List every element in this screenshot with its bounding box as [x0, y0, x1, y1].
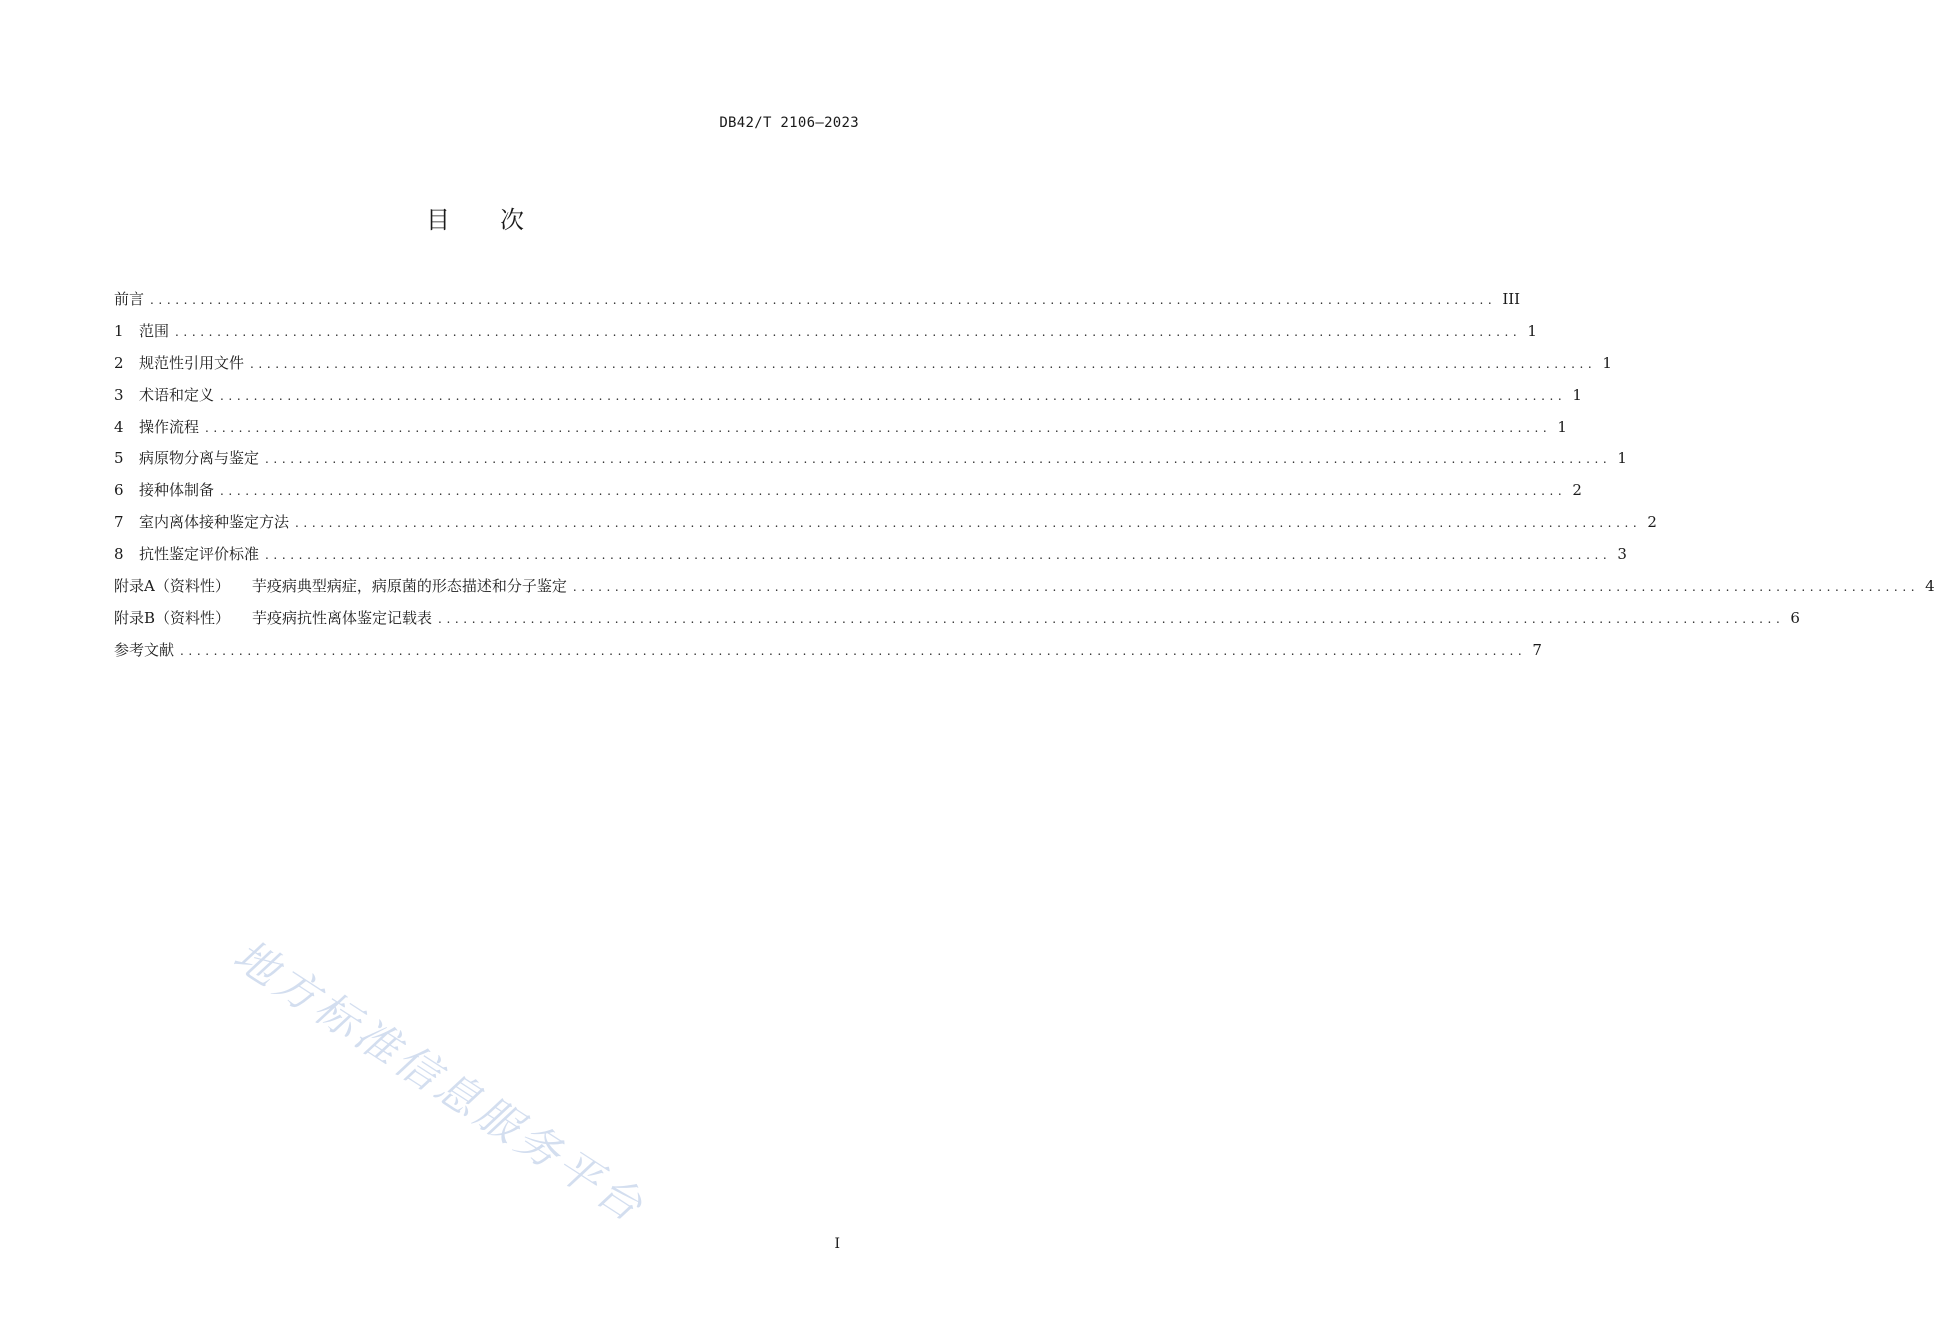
title-char-1: 目 [426, 206, 450, 234]
toc-entry-scope[interactable] [114, 316, 1537, 348]
toc-entry-label: 前言 [114, 290, 145, 308]
toc-entry-pathogen-isolation[interactable] [114, 443, 1627, 475]
toc-entry-page: 1 [1602, 353, 1612, 372]
toc-entry-number: 7 [114, 513, 124, 532]
toc-entry-label: 规范性引用文件 [139, 353, 245, 372]
toc-entry-page: 1 [1557, 417, 1567, 436]
toc-entry-terms-definitions[interactable] [114, 380, 1582, 412]
toc-entry-foreword[interactable] [114, 284, 1521, 316]
toc-entry-page: 3 [1617, 545, 1627, 564]
toc-leader-dots: ................................................................................................................................................................ [265, 548, 1612, 563]
toc-entry-bibliography[interactable] [114, 635, 1542, 667]
toc-entry-procedure[interactable] [114, 412, 1567, 444]
annex-label: 附录A（资料性） [114, 577, 230, 596]
toc-leader-dots: ................................................................................................................................................................ [220, 388, 1567, 403]
toc-entry-page: 1 [1572, 385, 1582, 404]
annex-title: 芋疫病典型病症，病原菌的形态描述和分子鉴定 [251, 577, 567, 596]
toc-entry-number: 5 [114, 449, 124, 468]
toc-entry-label: 病原物分离与鉴定 [139, 449, 260, 468]
toc-leader-dots: ................................................................................................................................................................ [180, 643, 1527, 658]
toc-entry-label: 参考文献 [114, 640, 175, 659]
toc-entry-page: 2 [1572, 481, 1582, 500]
toc-entry-page: III [1502, 290, 1521, 308]
toc-leader-dots: ................................................................................................................................................................ [205, 420, 1552, 435]
standard-code: DB42/T 2106—2023 [719, 115, 859, 131]
toc-entry-page: 6 [1790, 608, 1800, 627]
toc-entry-label: 术语和定义 [139, 385, 215, 404]
page-number: I [834, 1236, 840, 1252]
table-of-contents [114, 284, 1935, 667]
toc-entry-number: 4 [114, 417, 124, 436]
toc-entry-page: 1 [1527, 321, 1537, 340]
toc-entry-label [114, 571, 567, 603]
title-char-2: 次 [500, 206, 524, 234]
toc-entry-number: 1 [114, 321, 124, 340]
toc-leader-dots: ................................................................................................................................................................ [295, 516, 1642, 531]
toc-entry-annex-a[interactable] [114, 571, 1935, 603]
toc-entry-resistance-evaluation[interactable] [114, 539, 1627, 571]
page-title [0, 200, 950, 235]
toc-entry-label [114, 603, 432, 635]
toc-leader-dots: ................................................................................................................................................................ [175, 324, 1522, 339]
toc-leader-dots: ................................................................................................................................................................ [265, 452, 1612, 467]
toc-leader-dots: ................................................................................................................................................................ [150, 293, 1497, 307]
toc-entry-label: 抗性鉴定评价标准 [139, 545, 260, 564]
toc-entry-detached-inoculation[interactable] [114, 507, 1657, 539]
toc-leader-dots: ................................................................................................................................................................ [250, 356, 1597, 371]
toc-entry-number: 6 [114, 481, 124, 500]
toc-entry-page: 2 [1647, 513, 1657, 532]
toc-entry-annex-b[interactable] [114, 603, 1800, 635]
toc-entry-page: 4 [1925, 577, 1935, 596]
toc-leader-dots: ................................................................................................................................................................ [220, 484, 1567, 499]
watermark: 地方标准信息服务平台 [224, 930, 655, 1234]
toc-entry-number: 2 [114, 353, 124, 372]
annex-label: 附录B（资料性） [114, 608, 231, 627]
toc-entry-label: 室内离体接种鉴定方法 [139, 513, 290, 532]
toc-entry-page: 7 [1532, 640, 1542, 659]
toc-entry-number: 3 [114, 385, 124, 404]
toc-leader-dots: ................................................................................................................................................................ [572, 580, 1920, 595]
toc-entry-label: 范围 [139, 321, 170, 340]
toc-entry-page: 1 [1617, 449, 1627, 468]
toc-leader-dots: ................................................................................................................................................................ [438, 611, 1785, 626]
toc-entry-label: 操作流程 [139, 417, 200, 436]
toc-entry-label: 接种体制备 [139, 481, 215, 500]
toc-entry-normative-references[interactable] [114, 348, 1612, 380]
toc-entry-number: 8 [114, 545, 124, 564]
annex-title: 芋疫病抗性离体鉴定记载表 [252, 608, 433, 627]
toc-entry-inoculum-preparation[interactable] [114, 475, 1582, 507]
